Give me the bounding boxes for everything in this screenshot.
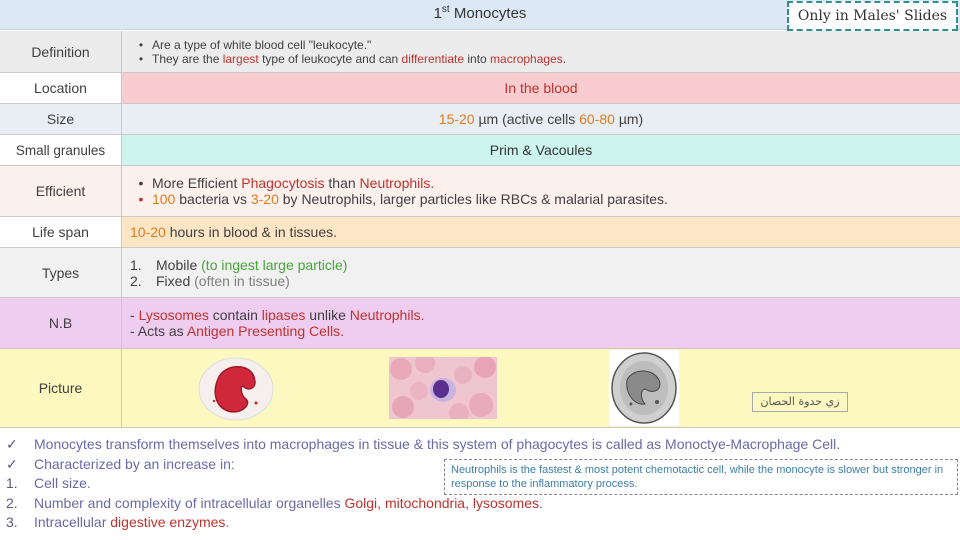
definition-label: Definition [0,31,122,72]
row-lifespan [0,217,960,248]
row-nb [0,298,960,349]
page-title: 1st Monocytes [433,4,527,22]
males-slides-badge: Only in Males' Slides [787,1,958,31]
row-granules [0,135,960,166]
efficient-value: • More Efficient Phagocytosis than Neutrophils. • 100 bacteria vs 3-20 by Neutrophils, larger particles like RBCs & malarial parasites. [138,175,668,207]
types-item-1: Mobile (to ingest large particle) [156,256,348,273]
row-types [0,248,960,298]
list-item: 1. Cell size. [6,475,91,491]
picture-label: Picture [0,349,122,427]
list-item: 3. Intracellular digestive enzymes. [6,514,230,530]
types-item-2: Fixed (often in tissue) [156,272,290,289]
types-value: 1. Mobile (to ingest large particle) 2. Fixed (often in tissue) [130,256,348,289]
blood-smear-image [389,357,497,419]
efficient-label: Efficient [0,166,122,216]
nb-line-2: - Acts as Antigen Presenting Cells. [130,323,345,339]
horseshoe-caption: زي حدوة الحصان [752,392,848,412]
nb-value [122,298,960,348]
location-value: In the blood [122,73,960,103]
monocyte-illustration-image [196,355,276,423]
row-definition [0,31,960,73]
location-label: Location [0,73,122,103]
granules-value: Prim & Vacoules [122,135,960,165]
row-efficient [0,166,960,217]
efficient-line-2: 100 bacteria vs 3-20 by Neutrophils, larger particles like RBCs & malarial parasites. [152,191,668,207]
nb-label: N.B [0,298,122,348]
neutrophil-note: Neutrophils is the fastest & most potent chemotactic cell, while the monocyte is slower but stronger in response to the inflammatory process. [444,459,958,495]
list-item: ✓ Characterized by an increase in: [6,455,235,472]
size-label: Size [0,104,122,134]
electron-micrograph-image [609,350,679,426]
list-item: ✓ Monocytes transform themselves into macrophages in tissue & this system of phagocytes is called as Monoctye-Macrophage Cell. [6,436,841,452]
definition-line-1: Are a type of white blood cell "leukocyte." [152,37,372,52]
efficient-line-1: More Efficient Phagocytosis than Neutrophils. [152,175,435,191]
row-size [0,104,960,135]
granules-label: Small granules [0,135,122,165]
row-location [0,73,960,104]
size-value: 15-20 µm (active cells 60-80 µm) [438,111,644,127]
nb-line-1: - Lysosomes contain lipases unlike Neutrophils. [130,307,425,323]
lifespan-value: 10-20 hours in blood & in tissues. [122,217,960,247]
list-item: 2. Number and complexity of intracellular organelles Golgi, mitochondria, lysosomes. [6,494,543,511]
lifespan-label: Life span [0,217,122,247]
definition-line-2: They are the largest type of leukocyte and can differentiate into macrophages. [152,51,567,66]
definition-value: • Are a type of white blood cell "leukocyte." • They are the largest type of leukocyte and can differentiate into macrophages. [138,37,567,66]
types-label: Types [0,248,122,297]
